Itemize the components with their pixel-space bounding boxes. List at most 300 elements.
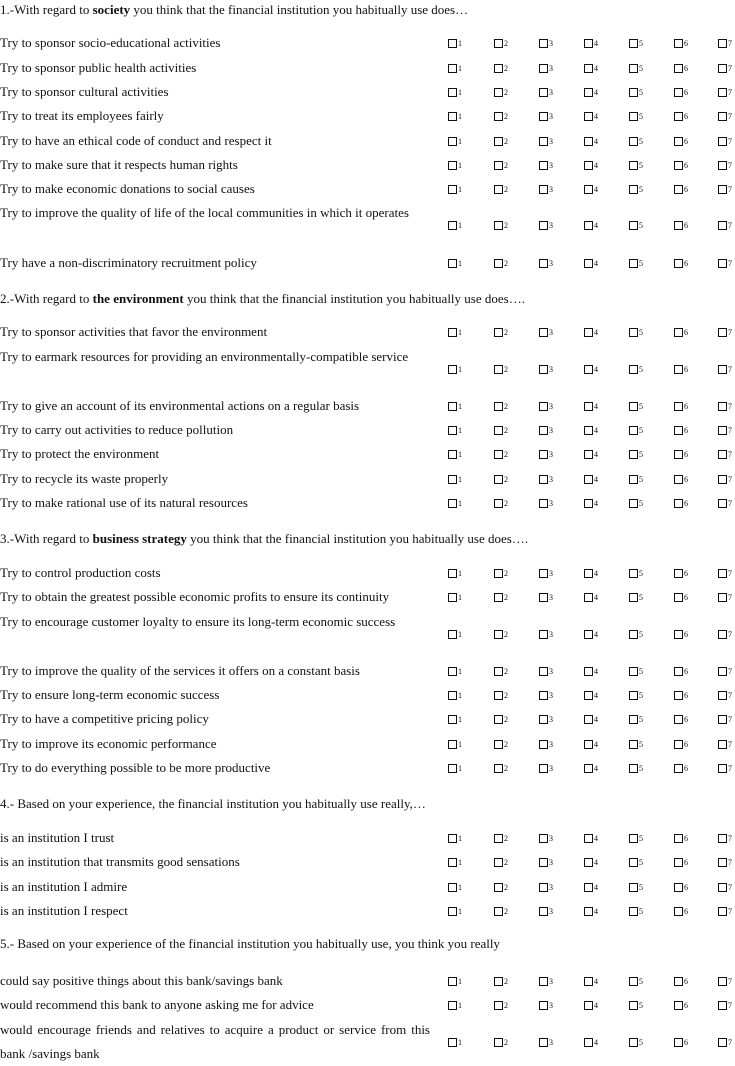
checkbox-icon[interactable] <box>494 137 503 146</box>
rating-option[interactable] <box>584 688 598 700</box>
rating-option[interactable] <box>494 85 508 97</box>
checkbox-icon[interactable] <box>448 715 457 724</box>
checkbox-icon[interactable] <box>718 1001 727 1010</box>
rating-option[interactable] <box>674 36 688 48</box>
checkbox-icon[interactable] <box>539 907 548 916</box>
rating-option[interactable] <box>494 831 508 843</box>
rating-option[interactable] <box>718 36 732 48</box>
rating-option[interactable] <box>674 218 688 230</box>
checkbox-icon[interactable] <box>448 1001 457 1010</box>
rating-option[interactable] <box>494 496 508 508</box>
rating-option[interactable] <box>629 590 643 602</box>
rating-option[interactable] <box>539 472 553 484</box>
checkbox-icon[interactable] <box>718 39 727 48</box>
rating-option[interactable] <box>539 855 553 867</box>
checkbox-icon[interactable] <box>629 88 638 97</box>
rating-option[interactable] <box>448 256 462 268</box>
checkbox-icon[interactable] <box>718 112 727 121</box>
checkbox-icon[interactable] <box>584 907 593 916</box>
rating-option[interactable] <box>539 134 553 146</box>
checkbox-icon[interactable] <box>718 883 727 892</box>
checkbox-icon[interactable] <box>539 475 548 484</box>
checkbox-icon[interactable] <box>629 1038 638 1047</box>
checkbox-icon[interactable] <box>494 1038 503 1047</box>
checkbox-icon[interactable] <box>448 593 457 602</box>
rating-option[interactable] <box>448 36 462 48</box>
checkbox-icon[interactable] <box>494 259 503 268</box>
rating-option[interactable] <box>674 399 688 411</box>
checkbox-icon[interactable] <box>674 630 683 639</box>
rating-option[interactable] <box>674 880 688 892</box>
rating-option[interactable] <box>539 590 553 602</box>
checkbox-icon[interactable] <box>718 569 727 578</box>
checkbox-icon[interactable] <box>448 834 457 843</box>
checkbox-icon[interactable] <box>584 88 593 97</box>
checkbox-icon[interactable] <box>629 740 638 749</box>
checkbox-icon[interactable] <box>494 402 503 411</box>
checkbox-icon[interactable] <box>584 161 593 170</box>
rating-option[interactable] <box>494 36 508 48</box>
checkbox-icon[interactable] <box>584 883 593 892</box>
checkbox-icon[interactable] <box>584 667 593 676</box>
checkbox-icon[interactable] <box>674 499 683 508</box>
checkbox-icon[interactable] <box>629 365 638 374</box>
rating-option[interactable] <box>584 627 598 639</box>
rating-option[interactable] <box>629 218 643 230</box>
checkbox-icon[interactable] <box>674 365 683 374</box>
rating-option[interactable] <box>494 590 508 602</box>
checkbox-icon[interactable] <box>629 402 638 411</box>
checkbox-icon[interactable] <box>718 715 727 724</box>
rating-option[interactable] <box>539 85 553 97</box>
rating-option[interactable] <box>448 218 462 230</box>
rating-option[interactable] <box>718 85 732 97</box>
rating-option[interactable] <box>494 880 508 892</box>
rating-option[interactable] <box>629 158 643 170</box>
checkbox-icon[interactable] <box>494 715 503 724</box>
checkbox-icon[interactable] <box>674 137 683 146</box>
rating-option[interactable] <box>448 399 462 411</box>
checkbox-icon[interactable] <box>718 475 727 484</box>
rating-option[interactable] <box>584 325 598 337</box>
rating-option[interactable] <box>448 688 462 700</box>
rating-option[interactable] <box>539 496 553 508</box>
checkbox-icon[interactable] <box>674 328 683 337</box>
checkbox-icon[interactable] <box>584 137 593 146</box>
checkbox-icon[interactable] <box>539 426 548 435</box>
checkbox-icon[interactable] <box>718 64 727 73</box>
checkbox-icon[interactable] <box>448 112 457 121</box>
checkbox-icon[interactable] <box>718 402 727 411</box>
checkbox-icon[interactable] <box>674 1001 683 1010</box>
rating-option[interactable] <box>584 399 598 411</box>
rating-option[interactable] <box>674 158 688 170</box>
checkbox-icon[interactable] <box>674 907 683 916</box>
rating-option[interactable] <box>718 325 732 337</box>
rating-option[interactable] <box>539 627 553 639</box>
checkbox-icon[interactable] <box>629 161 638 170</box>
checkbox-icon[interactable] <box>674 834 683 843</box>
rating-option[interactable] <box>674 1035 688 1047</box>
checkbox-icon[interactable] <box>584 185 593 194</box>
rating-option[interactable] <box>629 904 643 916</box>
checkbox-icon[interactable] <box>584 450 593 459</box>
rating-option[interactable] <box>584 109 598 121</box>
rating-option[interactable] <box>718 256 732 268</box>
rating-option[interactable] <box>629 399 643 411</box>
rating-option[interactable] <box>629 566 643 578</box>
checkbox-icon[interactable] <box>448 259 457 268</box>
checkbox-icon[interactable] <box>629 259 638 268</box>
checkbox-icon[interactable] <box>539 499 548 508</box>
checkbox-icon[interactable] <box>718 499 727 508</box>
checkbox-icon[interactable] <box>494 977 503 986</box>
rating-option[interactable] <box>629 974 643 986</box>
rating-option[interactable] <box>629 855 643 867</box>
checkbox-icon[interactable] <box>718 259 727 268</box>
checkbox-icon[interactable] <box>718 858 727 867</box>
rating-option[interactable] <box>448 423 462 435</box>
checkbox-icon[interactable] <box>584 1001 593 1010</box>
rating-option[interactable] <box>718 855 732 867</box>
rating-option[interactable] <box>584 256 598 268</box>
rating-option[interactable] <box>718 712 732 724</box>
checkbox-icon[interactable] <box>448 667 457 676</box>
checkbox-icon[interactable] <box>494 499 503 508</box>
rating-option[interactable] <box>539 974 553 986</box>
checkbox-icon[interactable] <box>674 740 683 749</box>
rating-option[interactable] <box>448 761 462 773</box>
rating-option[interactable] <box>718 627 732 639</box>
rating-option[interactable] <box>584 362 598 374</box>
rating-option[interactable] <box>629 831 643 843</box>
rating-option[interactable] <box>448 447 462 459</box>
rating-option[interactable] <box>494 61 508 73</box>
checkbox-icon[interactable] <box>448 691 457 700</box>
checkbox-icon[interactable] <box>539 667 548 676</box>
checkbox-icon[interactable] <box>494 907 503 916</box>
checkbox-icon[interactable] <box>494 365 503 374</box>
rating-option[interactable] <box>718 218 732 230</box>
rating-option[interactable] <box>674 688 688 700</box>
checkbox-icon[interactable] <box>539 39 548 48</box>
rating-option[interactable] <box>448 496 462 508</box>
rating-option[interactable] <box>494 399 508 411</box>
rating-option[interactable] <box>494 566 508 578</box>
rating-option[interactable] <box>629 472 643 484</box>
rating-option[interactable] <box>674 998 688 1010</box>
rating-option[interactable] <box>584 36 598 48</box>
rating-option[interactable] <box>539 904 553 916</box>
rating-option[interactable] <box>674 256 688 268</box>
rating-option[interactable] <box>629 61 643 73</box>
rating-option[interactable] <box>539 1035 553 1047</box>
checkbox-icon[interactable] <box>674 259 683 268</box>
rating-option[interactable] <box>584 496 598 508</box>
checkbox-icon[interactable] <box>448 328 457 337</box>
rating-option[interactable] <box>584 61 598 73</box>
rating-option[interactable] <box>494 423 508 435</box>
rating-option[interactable] <box>674 496 688 508</box>
checkbox-icon[interactable] <box>539 161 548 170</box>
checkbox-icon[interactable] <box>494 667 503 676</box>
rating-option[interactable] <box>718 496 732 508</box>
rating-option[interactable] <box>674 325 688 337</box>
checkbox-icon[interactable] <box>584 1038 593 1047</box>
checkbox-icon[interactable] <box>674 764 683 773</box>
checkbox-icon[interactable] <box>448 426 457 435</box>
checkbox-icon[interactable] <box>494 112 503 121</box>
checkbox-icon[interactable] <box>674 161 683 170</box>
checkbox-icon[interactable] <box>539 691 548 700</box>
rating-option[interactable] <box>584 158 598 170</box>
checkbox-icon[interactable] <box>584 402 593 411</box>
checkbox-icon[interactable] <box>584 499 593 508</box>
rating-option[interactable] <box>448 85 462 97</box>
rating-option[interactable] <box>674 362 688 374</box>
rating-option[interactable] <box>629 109 643 121</box>
rating-option[interactable] <box>718 1035 732 1047</box>
checkbox-icon[interactable] <box>629 715 638 724</box>
rating-option[interactable] <box>494 109 508 121</box>
rating-option[interactable] <box>674 712 688 724</box>
rating-option[interactable] <box>674 423 688 435</box>
rating-option[interactable] <box>494 362 508 374</box>
checkbox-icon[interactable] <box>674 88 683 97</box>
checkbox-icon[interactable] <box>718 328 727 337</box>
checkbox-icon[interactable] <box>718 161 727 170</box>
rating-option[interactable] <box>674 134 688 146</box>
rating-option[interactable] <box>629 627 643 639</box>
checkbox-icon[interactable] <box>584 475 593 484</box>
checkbox-icon[interactable] <box>539 185 548 194</box>
rating-option[interactable] <box>539 325 553 337</box>
rating-option[interactable] <box>584 218 598 230</box>
rating-option[interactable] <box>448 182 462 194</box>
rating-option[interactable] <box>539 447 553 459</box>
rating-option[interactable] <box>494 1035 508 1047</box>
rating-option[interactable] <box>448 472 462 484</box>
checkbox-icon[interactable] <box>584 834 593 843</box>
rating-option[interactable] <box>629 761 643 773</box>
rating-option[interactable] <box>718 158 732 170</box>
checkbox-icon[interactable] <box>539 1001 548 1010</box>
rating-option[interactable] <box>584 566 598 578</box>
rating-option[interactable] <box>674 61 688 73</box>
checkbox-icon[interactable] <box>539 137 548 146</box>
checkbox-icon[interactable] <box>629 112 638 121</box>
rating-option[interactable] <box>539 362 553 374</box>
rating-option[interactable] <box>718 904 732 916</box>
rating-option[interactable] <box>494 712 508 724</box>
checkbox-icon[interactable] <box>629 977 638 986</box>
rating-option[interactable] <box>718 472 732 484</box>
rating-option[interactable] <box>448 904 462 916</box>
rating-option[interactable] <box>539 737 553 749</box>
rating-option[interactable] <box>539 61 553 73</box>
rating-option[interactable] <box>718 423 732 435</box>
checkbox-icon[interactable] <box>584 112 593 121</box>
rating-option[interactable] <box>539 256 553 268</box>
checkbox-icon[interactable] <box>674 426 683 435</box>
checkbox-icon[interactable] <box>448 858 457 867</box>
rating-option[interactable] <box>584 447 598 459</box>
checkbox-icon[interactable] <box>448 137 457 146</box>
checkbox-icon[interactable] <box>718 691 727 700</box>
checkbox-icon[interactable] <box>448 221 457 230</box>
rating-option[interactable] <box>494 855 508 867</box>
rating-option[interactable] <box>539 998 553 1010</box>
rating-option[interactable] <box>584 998 598 1010</box>
rating-option[interactable] <box>539 399 553 411</box>
checkbox-icon[interactable] <box>448 569 457 578</box>
checkbox-icon[interactable] <box>448 64 457 73</box>
checkbox-icon[interactable] <box>584 328 593 337</box>
rating-option[interactable] <box>494 182 508 194</box>
checkbox-icon[interactable] <box>674 39 683 48</box>
checkbox-icon[interactable] <box>539 221 548 230</box>
rating-option[interactable] <box>718 566 732 578</box>
checkbox-icon[interactable] <box>494 593 503 602</box>
checkbox-icon[interactable] <box>718 426 727 435</box>
checkbox-icon[interactable] <box>584 630 593 639</box>
checkbox-icon[interactable] <box>494 630 503 639</box>
rating-option[interactable] <box>718 998 732 1010</box>
checkbox-icon[interactable] <box>629 667 638 676</box>
checkbox-icon[interactable] <box>539 88 548 97</box>
rating-option[interactable] <box>448 61 462 73</box>
rating-option[interactable] <box>584 880 598 892</box>
rating-option[interactable] <box>718 664 732 676</box>
checkbox-icon[interactable] <box>674 450 683 459</box>
checkbox-icon[interactable] <box>584 64 593 73</box>
rating-option[interactable] <box>448 974 462 986</box>
rating-option[interactable] <box>584 182 598 194</box>
rating-option[interactable] <box>674 566 688 578</box>
rating-option[interactable] <box>448 566 462 578</box>
rating-option[interactable] <box>448 737 462 749</box>
rating-option[interactable] <box>584 855 598 867</box>
checkbox-icon[interactable] <box>718 185 727 194</box>
checkbox-icon[interactable] <box>674 475 683 484</box>
rating-option[interactable] <box>494 904 508 916</box>
checkbox-icon[interactable] <box>718 88 727 97</box>
rating-option[interactable] <box>674 974 688 986</box>
checkbox-icon[interactable] <box>629 569 638 578</box>
rating-option[interactable] <box>584 85 598 97</box>
rating-option[interactable] <box>494 664 508 676</box>
rating-option[interactable] <box>539 423 553 435</box>
rating-option[interactable] <box>584 423 598 435</box>
rating-option[interactable] <box>584 974 598 986</box>
checkbox-icon[interactable] <box>584 221 593 230</box>
checkbox-icon[interactable] <box>674 221 683 230</box>
checkbox-icon[interactable] <box>718 907 727 916</box>
rating-option[interactable] <box>584 590 598 602</box>
rating-option[interactable] <box>718 399 732 411</box>
checkbox-icon[interactable] <box>584 858 593 867</box>
rating-option[interactable] <box>674 831 688 843</box>
rating-option[interactable] <box>448 590 462 602</box>
checkbox-icon[interactable] <box>629 39 638 48</box>
rating-option[interactable] <box>674 109 688 121</box>
checkbox-icon[interactable] <box>629 426 638 435</box>
checkbox-icon[interactable] <box>674 593 683 602</box>
checkbox-icon[interactable] <box>539 834 548 843</box>
rating-option[interactable] <box>448 1035 462 1047</box>
rating-option[interactable] <box>718 761 732 773</box>
rating-option[interactable] <box>629 712 643 724</box>
checkbox-icon[interactable] <box>539 715 548 724</box>
checkbox-icon[interactable] <box>539 883 548 892</box>
checkbox-icon[interactable] <box>448 185 457 194</box>
checkbox-icon[interactable] <box>584 426 593 435</box>
rating-option[interactable] <box>584 664 598 676</box>
rating-option[interactable] <box>674 85 688 97</box>
rating-option[interactable] <box>539 761 553 773</box>
checkbox-icon[interactable] <box>584 691 593 700</box>
checkbox-icon[interactable] <box>494 161 503 170</box>
rating-option[interactable] <box>718 880 732 892</box>
checkbox-icon[interactable] <box>584 715 593 724</box>
checkbox-icon[interactable] <box>718 764 727 773</box>
rating-option[interactable] <box>494 761 508 773</box>
checkbox-icon[interactable] <box>674 64 683 73</box>
rating-option[interactable] <box>718 61 732 73</box>
checkbox-icon[interactable] <box>674 883 683 892</box>
rating-option[interactable] <box>629 447 643 459</box>
rating-option[interactable] <box>494 974 508 986</box>
rating-option[interactable] <box>539 566 553 578</box>
rating-option[interactable] <box>718 362 732 374</box>
checkbox-icon[interactable] <box>674 977 683 986</box>
rating-option[interactable] <box>584 134 598 146</box>
checkbox-icon[interactable] <box>718 450 727 459</box>
checkbox-icon[interactable] <box>718 365 727 374</box>
rating-option[interactable] <box>584 904 598 916</box>
checkbox-icon[interactable] <box>584 593 593 602</box>
checkbox-icon[interactable] <box>629 475 638 484</box>
rating-option[interactable] <box>629 85 643 97</box>
rating-option[interactable] <box>674 447 688 459</box>
checkbox-icon[interactable] <box>448 740 457 749</box>
rating-option[interactable] <box>718 737 732 749</box>
checkbox-icon[interactable] <box>584 740 593 749</box>
checkbox-icon[interactable] <box>629 691 638 700</box>
checkbox-icon[interactable] <box>629 221 638 230</box>
checkbox-icon[interactable] <box>718 221 727 230</box>
checkbox-icon[interactable] <box>494 883 503 892</box>
rating-option[interactable] <box>448 325 462 337</box>
checkbox-icon[interactable] <box>448 499 457 508</box>
checkbox-icon[interactable] <box>448 883 457 892</box>
rating-option[interactable] <box>494 627 508 639</box>
rating-option[interactable] <box>584 831 598 843</box>
checkbox-icon[interactable] <box>674 112 683 121</box>
checkbox-icon[interactable] <box>718 630 727 639</box>
rating-option[interactable] <box>539 831 553 843</box>
checkbox-icon[interactable] <box>539 630 548 639</box>
checkbox-icon[interactable] <box>629 1001 638 1010</box>
rating-option[interactable] <box>629 737 643 749</box>
checkbox-icon[interactable] <box>539 740 548 749</box>
checkbox-icon[interactable] <box>448 39 457 48</box>
rating-option[interactable] <box>494 998 508 1010</box>
rating-option[interactable] <box>629 880 643 892</box>
checkbox-icon[interactable] <box>629 907 638 916</box>
checkbox-icon[interactable] <box>494 221 503 230</box>
rating-option[interactable] <box>448 998 462 1010</box>
